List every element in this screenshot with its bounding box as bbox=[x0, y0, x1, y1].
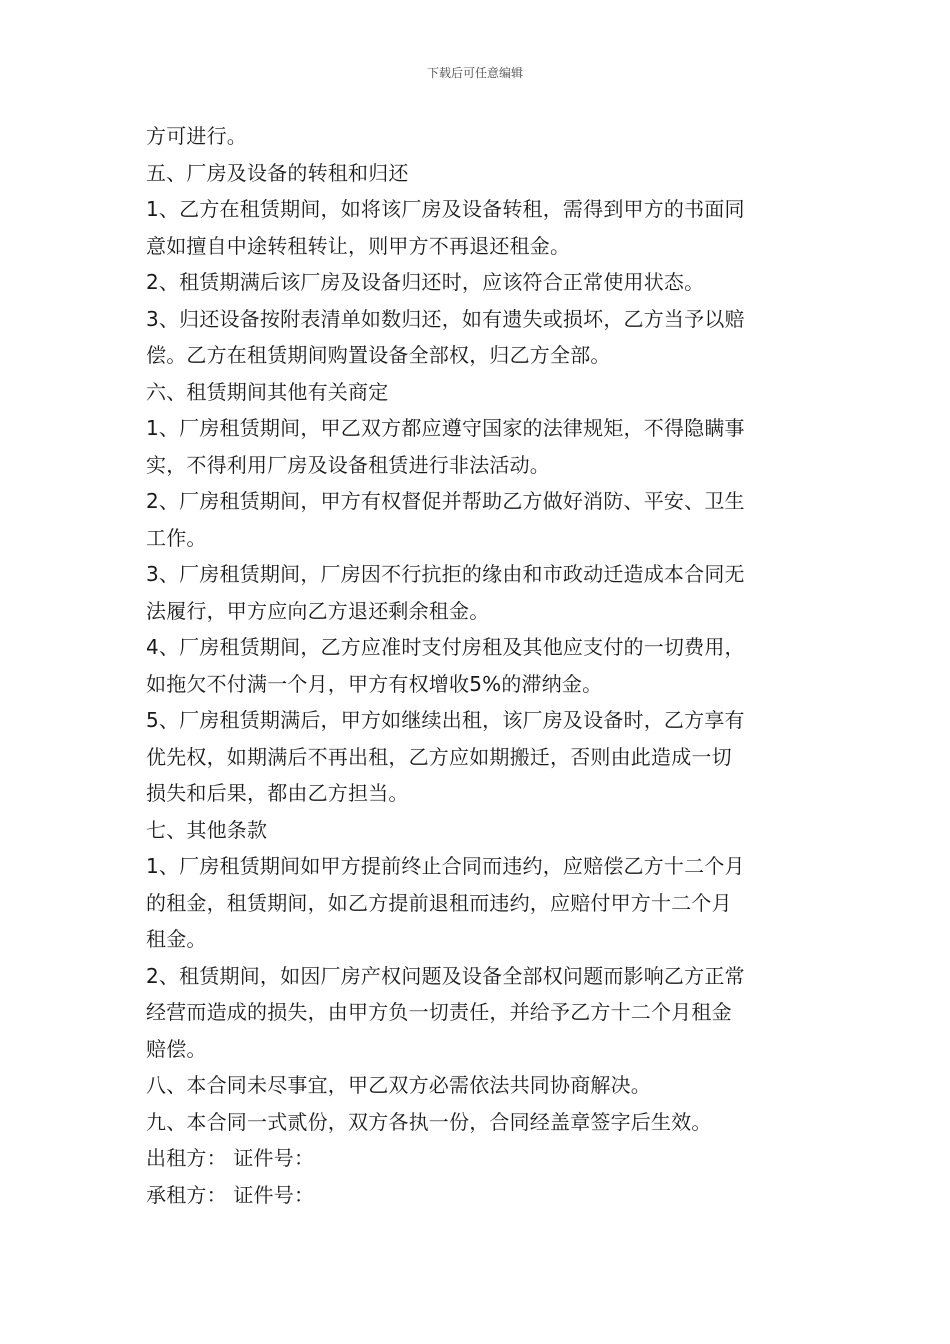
text-line: 损失和后果，都由乙方担当。 bbox=[146, 781, 409, 805]
page-header: 下载后可任意编辑 bbox=[426, 66, 523, 80]
text-line: 经营而造成的损失，由甲方负一切责任，并给予乙方十二个月租金 bbox=[146, 1000, 732, 1024]
section-heading: 七、其他条款 bbox=[146, 817, 268, 842]
text-line: 赔偿。 bbox=[146, 1036, 207, 1061]
section-heading: 九、本合同一式贰份，双方各执一份，合同经盖章签字后生效。 bbox=[146, 1109, 712, 1134]
text-line: 优先权，如期满后不再出租，乙方应如期搬迁，否则由此造成一切 bbox=[146, 744, 732, 769]
section-heading: 六、租赁期间其他有关商定 bbox=[146, 379, 389, 404]
text-line: 1、乙方在租赁期间，如将该厂房及设备转租，需得到甲方的书面同 bbox=[146, 197, 745, 221]
text-line: 2、厂房租赁期间，甲方有权督促并帮助乙方做好消防、平安、卫生 bbox=[146, 489, 745, 513]
section-heading: 五、厂房及设备的转租和归还 bbox=[146, 160, 409, 185]
text-line: 偿。乙方在租赁期间购置设备全部权，归乙方全部。 bbox=[146, 343, 611, 367]
section-heading: 八、本合同未尽事宜，甲乙双方必需依法共同协商解决。 bbox=[146, 1073, 651, 1097]
text-line: 如拖欠不付满一个月，甲方有权增收5%的滞纳金。 bbox=[146, 671, 603, 696]
text-line: 方可进行。 bbox=[146, 124, 247, 148]
text-line: 1、厂房租赁期间如甲方提前终止合同而违约，应赔偿乙方十二个月 bbox=[146, 854, 745, 878]
lessee-signature-line: 承租方： 证件号： bbox=[146, 1182, 315, 1207]
text-line: 2、租赁期间，如因厂房产权问题及设备全部权问题而影响乙方正常 bbox=[146, 963, 745, 988]
text-line: 4、厂房租赁期间，乙方应准时支付房租及其他应支付的一切费用， bbox=[146, 635, 745, 659]
text-line: 实，不得利用厂房及设备租赁进行非法活动。 bbox=[146, 452, 550, 477]
text-line: 3、归还设备按附表清单如数归还，如有遗失或损坏，乙方当予以赔 bbox=[146, 306, 745, 331]
text-line: 1、厂房租赁期间，甲乙双方都应遵守国家的法律规矩，不得隐瞒事 bbox=[146, 416, 745, 440]
text-line: 意如擅自中途转租转让，则甲方不再退还租金。 bbox=[146, 233, 571, 258]
text-line: 3、厂房租赁期间，厂房因不行抗拒的缘由和市政动迁造成本合同无 bbox=[146, 562, 745, 586]
text-line: 2、租赁期满后该厂房及设备归还时，应该符合正常使用状态。 bbox=[146, 270, 705, 294]
lessor-signature-line: 出租方： 证件号： bbox=[146, 1146, 315, 1170]
text-line: 的租金，租赁期间，如乙方提前退租而违约，应赔付甲方十二个月 bbox=[146, 890, 732, 915]
text-line: 租金。 bbox=[146, 927, 207, 951]
document-body bbox=[146, 118, 808, 1213]
text-line: 工作。 bbox=[146, 525, 207, 550]
text-line: 法履行，甲方应向乙方退还剩余租金。 bbox=[146, 598, 490, 623]
text-line: 5、厂房租赁期满后，甲方如继续出租，该厂房及设备时，乙方享有 bbox=[146, 708, 745, 732]
